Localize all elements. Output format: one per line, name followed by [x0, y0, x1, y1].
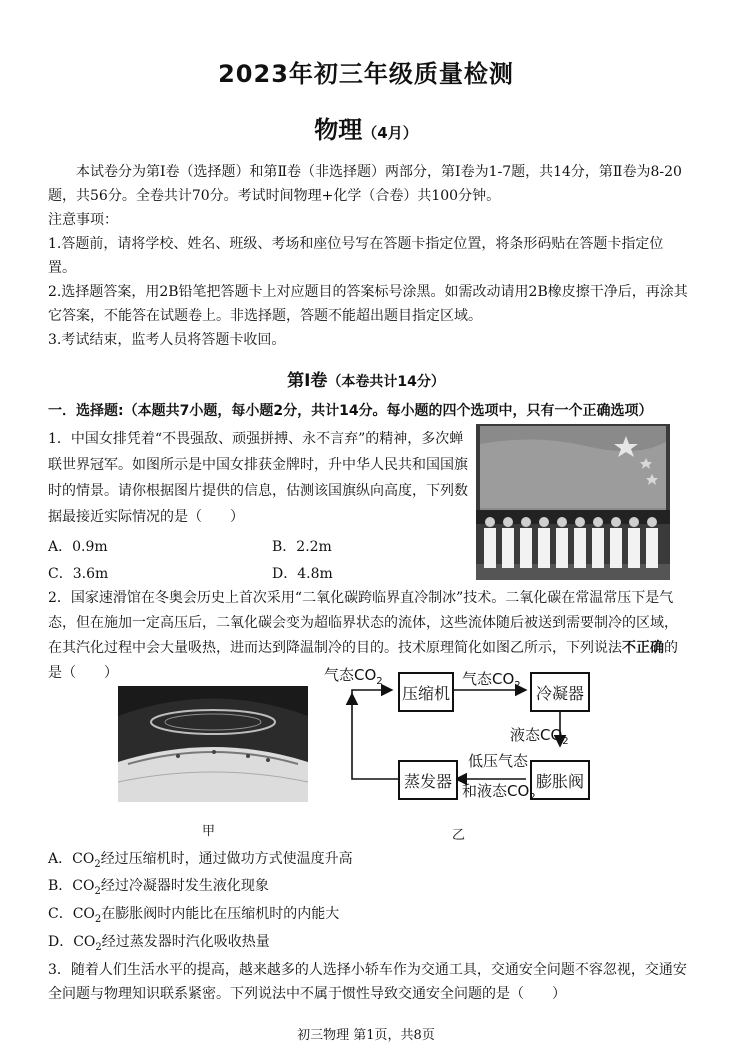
condenser-box: 冷凝器	[530, 672, 590, 712]
exam-month: （4月）	[362, 124, 418, 142]
notice-item-3: 3.考试结束，监考人员将答题卡收回。	[48, 332, 286, 348]
question-3-text: 3．随着人们生活水平的提高，越来越多的人选择小轿车作为交通工具，交通安全问题不容忽视，交通安全问题与物理知识联系紧密。下列说法中不属于惯性导致交通安全问题的是（ ）	[48, 962, 687, 1002]
question-2-emphasis: 不正确	[622, 640, 664, 656]
section-score-note: （本卷共计14分）	[327, 374, 445, 390]
figure-yi-label: 乙	[452, 828, 466, 843]
gas-co2-left-label: 气态$CO_2$	[324, 666, 383, 687]
and-liquid-co2-label: 和液态$CO_2$	[462, 782, 536, 803]
liquid-co2-label: 液态$CO_2$	[510, 726, 569, 747]
question-1-text: 1．中国女排凭着“不畏强敌、顽强拼搏、永不言弃”的精神，多次蝉联世界冠军。如图所示是中国女排获金牌时，升中华人民共和国国旗时的情景。请你根据图片提供的信息，估测该国旗纵向高度，下列数据最接近实际情况的是（ ）	[48, 431, 468, 525]
evaporator-box: 蒸发器	[398, 760, 458, 800]
q1-option-a: A．0.9m	[48, 539, 108, 555]
q1-option-d: D．4.8m	[272, 566, 333, 582]
co2-cycle-diagram	[316, 664, 616, 814]
expansion-valve-box: 膨胀阀	[530, 760, 590, 800]
q1-option-c: C．3.6m	[48, 566, 109, 582]
subject-title	[0, 110, 732, 145]
q2-option-c: C．$CO_2$在膨胀阀时内能比在压缩机时的内能大	[48, 906, 340, 925]
q2-option-d: D．$CO_2$经过蒸发器时汽化吸收热量	[48, 934, 270, 953]
notice-item-1: 1.答题前，请将学校、姓名、班级、考场和座位号写在答题卡指定位置，将条形码贴在答题卡指定位置。	[48, 236, 664, 276]
question-2-body: 2．国家速滑馆在冬奥会历史上首次采用“二氧化碳跨临界直冷制冰”技术。二氧化碳在常温常压下是气态，但在施加一定高压后，二氧化碳会变为超临界状态的流体，这些流体随后被送到需要制冷的区域，在其汽化过程中会大量吸热，进而达到降温制冷的目的。技术原理简化如图乙所示，下列说法	[48, 590, 678, 656]
choice-heading: 一．选择题:（本题共7小题，每小题2分，共计14分。每小题的四个选项中，只有一个正确选项）	[48, 403, 653, 419]
q2-option-a: A．$CO_2$经过压缩机时，通过做功方式使温度升高	[48, 851, 353, 870]
question-2-end: 的是（ ）	[48, 640, 678, 681]
page-footer: 初三物理 第1页，共8页	[297, 1028, 435, 1043]
exam-title: 2023年初三年级质量检测	[218, 60, 514, 88]
section-name: 第Ⅰ卷	[287, 371, 328, 391]
speed-skating-rink-photo	[118, 686, 308, 802]
section-title	[0, 366, 732, 391]
q1-option-b: B．2.2m	[272, 539, 332, 555]
intro-paragraph: 本试卷分为第Ⅰ卷（选择题）和第Ⅱ卷（非选择题）两部分，第Ⅰ卷为1-7题，共14分，第Ⅱ卷为8-20题，共56分。全卷共计70分。考试时间物理+化学（合卷）共100分钟。	[48, 164, 682, 204]
q2-option-b: B．$CO_2$经过冷凝器时发生液化现象	[48, 878, 269, 897]
subject-name: 物理	[314, 116, 363, 144]
compressor-box: 压缩机	[398, 672, 454, 712]
volleyball-team-flag-photo	[476, 424, 670, 580]
notice-item-2: 2.选择题答案，用2B铅笔把答题卡上对应题目的答案标号涂黑。如需改动请用2B橡皮擦干净后，再涂其它答案，不能答在试题卷上。非选择题，答题不能超出题目指定区域。	[48, 284, 688, 324]
figure-jia-label: 甲	[202, 824, 216, 839]
low-pressure-gas-label: 低压气态	[468, 752, 529, 770]
gas-co2-top-label: 气态$CO_2$	[462, 670, 521, 691]
notice-title: 注意事项：	[48, 212, 118, 228]
